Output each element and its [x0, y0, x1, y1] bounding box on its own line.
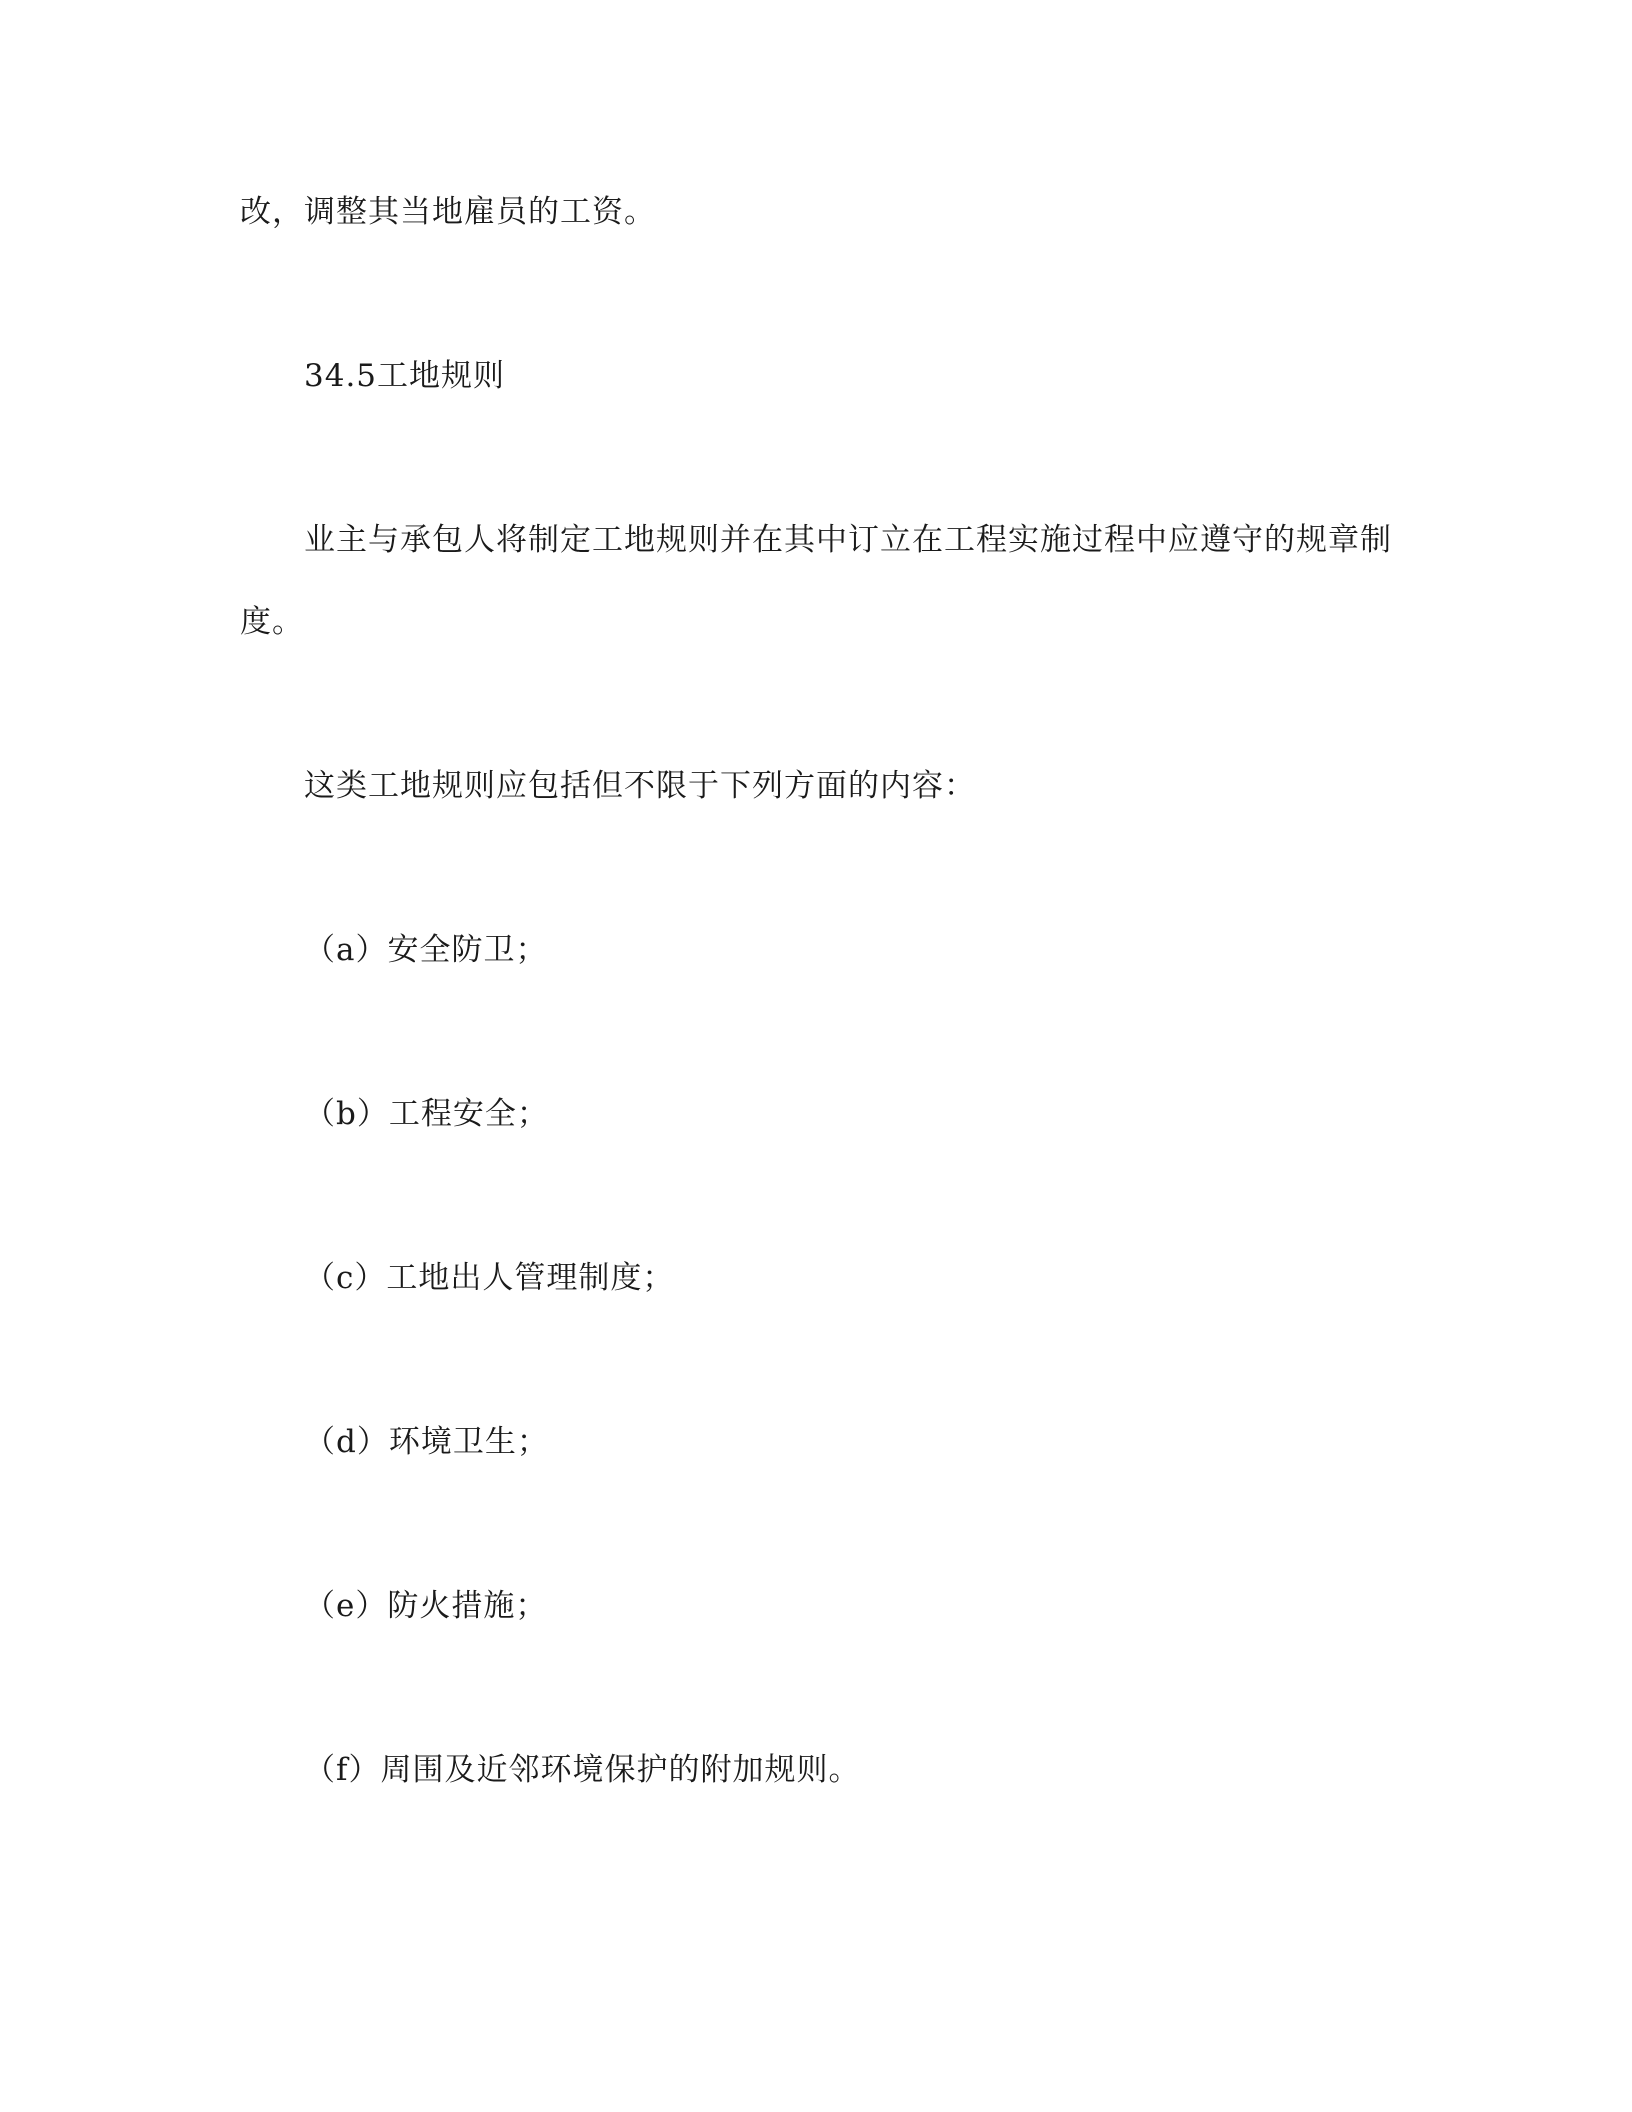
list-item-b: （b）工程安全； [304, 1096, 549, 1132]
section-heading: 34.5工地规则 [304, 358, 506, 394]
list-item-e: （e）防火措施； [304, 1588, 548, 1624]
list-item-f: （f）周围及近邻环境保护的附加规则。 [304, 1752, 861, 1788]
list-item-d: （d）环境卫生； [304, 1424, 549, 1460]
paragraph-continuation: 改，调整其当地雇员的工资。 [240, 194, 656, 230]
list-item-c: （c）工地出人管理制度； [304, 1260, 675, 1296]
paragraph-site-rules-line-1: 业主与承包人将制定工地规则并在其中订立在工程实施过程中应遵守的规章制 [304, 522, 1392, 558]
list-item-a: （a）安全防卫； [304, 932, 548, 968]
paragraph-site-rules-line-2: 度。 [240, 604, 304, 640]
paragraph-scope-intro: 这类工地规则应包括但不限于下列方面的内容： [304, 768, 976, 804]
